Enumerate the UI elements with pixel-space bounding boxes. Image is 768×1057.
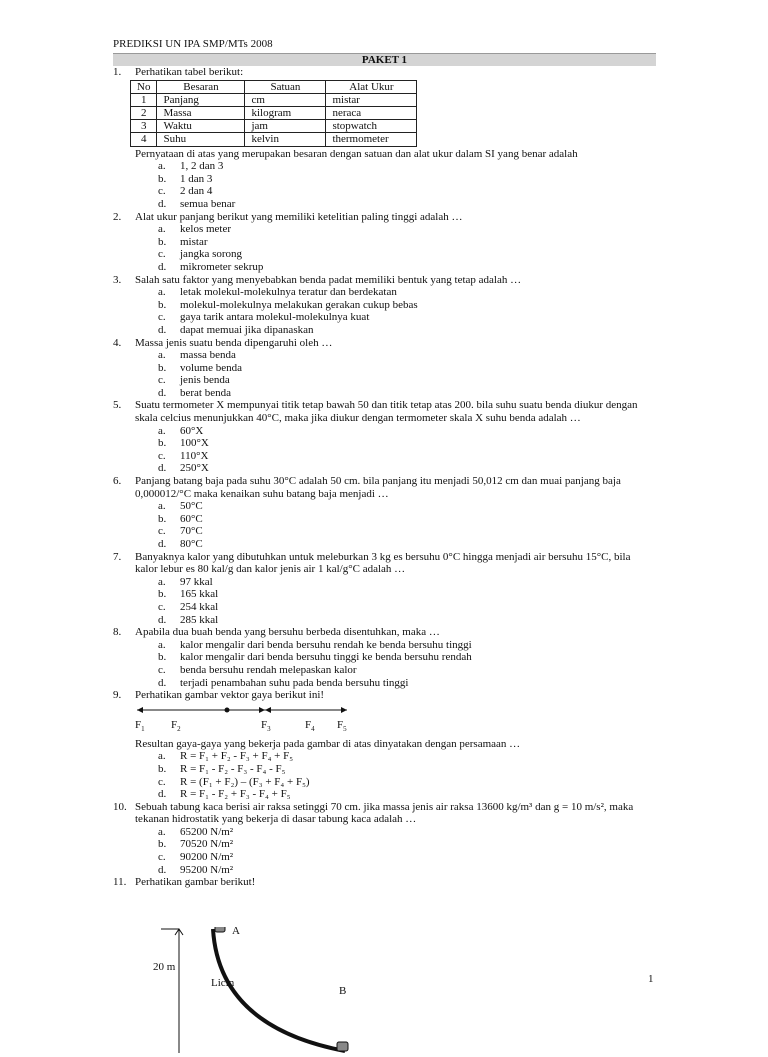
- option-text: jenis benda: [180, 374, 230, 387]
- question-11: [0, 876, 768, 1057]
- answer-option[interactable]: [0, 261, 768, 274]
- vector-label: $F_4$: [305, 718, 315, 733]
- option-text: kelos meter: [180, 223, 232, 236]
- question-6: [0, 475, 768, 551]
- vector-label: $F_3$: [261, 718, 271, 733]
- table-cell: stopwatch: [326, 120, 417, 133]
- option-letter: c.: [158, 851, 166, 864]
- table-row: [131, 107, 417, 120]
- table-cell: Panjang: [157, 93, 245, 106]
- question-3: [0, 274, 768, 337]
- document-header: PREDIKSI UN IPA SMP/MTs 2008: [113, 38, 273, 50]
- option-letter: a.: [158, 638, 166, 651]
- option-text: 250°X: [180, 462, 209, 475]
- vector-label: $F_5$: [337, 718, 347, 733]
- option-letter: d.: [158, 260, 167, 273]
- option-text: 97 kkal: [180, 575, 213, 588]
- table-cell: thermometer: [326, 133, 417, 146]
- answer-option[interactable]: [0, 387, 768, 400]
- table-cell: kelvin: [245, 133, 326, 146]
- question-1: [0, 66, 768, 211]
- option-text: 2 dan 4: [180, 185, 213, 198]
- option-letter: d.: [158, 197, 167, 210]
- answer-option[interactable]: [0, 349, 768, 362]
- table-cell: mistar: [326, 93, 417, 106]
- label-b: B: [339, 984, 347, 997]
- answer-options: [0, 349, 768, 399]
- page-number: 1: [648, 973, 654, 985]
- answer-option[interactable]: [0, 538, 768, 551]
- option-letter: c.: [158, 248, 166, 261]
- answer-option[interactable]: [0, 425, 768, 438]
- option-letter: c.: [158, 525, 166, 538]
- option-letter: a.: [158, 424, 166, 437]
- vector-label: $F_2$: [171, 718, 181, 733]
- option-text: 165 kkal: [180, 588, 219, 601]
- option-letter: b.: [158, 437, 167, 450]
- table-cell: Suhu: [157, 133, 245, 146]
- slope-figure: [135, 924, 385, 1057]
- option-text: R = (F₁ + F₂) – (F₃ + F₄ + F₅): [180, 775, 310, 788]
- answer-option[interactable]: [0, 838, 768, 851]
- answer-option[interactable]: [0, 462, 768, 475]
- option-letter: a.: [158, 575, 166, 588]
- option-letter: a.: [158, 825, 166, 838]
- question-statement: Resultan gaya-gaya yang bekerja pada gambar di atas dinyatakan dengan persamaan …: [135, 737, 521, 750]
- option-text: R = F₁ - F₂ - F₃ - F₄ - F₅: [180, 762, 286, 775]
- vector-label: $F_1$: [135, 718, 145, 733]
- object-b: [337, 1042, 348, 1051]
- answer-option[interactable]: [0, 286, 768, 299]
- option-letter: b.: [158, 298, 167, 311]
- answer-options: [0, 500, 768, 550]
- question-number: 5.: [113, 399, 122, 412]
- option-text: 285 kkal: [180, 613, 219, 626]
- option-letter: c.: [158, 600, 166, 613]
- answer-option[interactable]: [0, 450, 768, 463]
- table-header: Besaran: [157, 80, 245, 93]
- option-text: 110°X: [180, 449, 209, 462]
- answer-options: [0, 826, 768, 876]
- answer-option[interactable]: [0, 788, 768, 801]
- option-text: dapat memuai jika dipanaskan: [180, 323, 314, 336]
- question-4: [0, 337, 768, 400]
- answer-option[interactable]: [0, 776, 768, 789]
- answer-option[interactable]: [0, 601, 768, 614]
- answer-option[interactable]: [0, 576, 768, 589]
- option-letter: a.: [158, 500, 166, 513]
- option-text: 90200 N/m²: [180, 851, 234, 864]
- question-number: 3.: [113, 273, 122, 286]
- option-text: semua benar: [180, 197, 236, 210]
- answer-option[interactable]: [0, 826, 768, 839]
- option-text: berat benda: [180, 386, 231, 399]
- option-letter: c.: [158, 663, 166, 676]
- option-letter: d.: [158, 386, 167, 399]
- option-text: gaya tarik antara molekul-molekulnya kuat: [180, 311, 370, 324]
- answer-option[interactable]: [0, 248, 768, 261]
- question-text: Banyaknya kalor yang dibutuhkan untuk meleburkan 3 kg es bersuhu 0°C hingga menjadi air bersuhu 15°C, bila kalor lebur es 80 kal/g dan kalor jenis air 1 kal/g°C adalah …: [135, 550, 631, 576]
- option-letter: b.: [158, 588, 167, 601]
- option-letter: c.: [158, 311, 166, 324]
- option-text: benda bersuhu rendah melepaskan kalor: [180, 663, 357, 676]
- answer-options: [0, 750, 768, 800]
- option-text: jangka sorong: [180, 248, 243, 261]
- option-text: volume benda: [180, 361, 243, 374]
- option-text: mikrometer sekrup: [180, 260, 264, 273]
- option-letter: b.: [158, 838, 167, 851]
- answer-option[interactable]: [0, 750, 768, 763]
- option-letter: b.: [158, 512, 167, 525]
- option-letter: a.: [158, 349, 166, 362]
- question-9: [0, 689, 768, 801]
- answer-option[interactable]: [0, 588, 768, 601]
- table-row: [131, 120, 417, 133]
- option-letter: a.: [158, 160, 166, 173]
- answer-option[interactable]: [0, 437, 768, 450]
- answer-option[interactable]: [0, 185, 768, 198]
- option-letter: c.: [158, 185, 166, 198]
- answer-option[interactable]: [0, 198, 768, 211]
- question-number: 4.: [113, 336, 122, 349]
- answer-option[interactable]: [0, 299, 768, 312]
- option-letter: d.: [158, 863, 167, 876]
- answer-option[interactable]: [0, 864, 768, 877]
- answer-options: [0, 286, 768, 336]
- question-2: [0, 211, 768, 274]
- answer-option[interactable]: [0, 664, 768, 677]
- table-cell: cm: [245, 93, 326, 106]
- question-5: [0, 399, 768, 475]
- option-letter: d.: [158, 676, 167, 689]
- answer-option[interactable]: [0, 160, 768, 173]
- option-letter: d.: [158, 323, 167, 336]
- question-list: [0, 66, 768, 1057]
- paket-title: PAKET 1: [113, 53, 656, 66]
- vector-diagram: [135, 702, 355, 738]
- vector-origin-point: [225, 707, 230, 712]
- vector-f4-arrow-head: [265, 707, 271, 713]
- vector-lines: [135, 702, 355, 718]
- option-text: terjadi penambahan suhu pada benda bersuhu tinggi: [180, 676, 409, 689]
- question-number: 8.: [113, 626, 122, 639]
- option-letter: b.: [158, 762, 167, 775]
- height-label: 20 m: [153, 960, 176, 973]
- answer-option[interactable]: [0, 525, 768, 538]
- option-text: 50°C: [180, 500, 203, 513]
- table-row: [131, 133, 417, 146]
- option-letter: c.: [158, 449, 166, 462]
- slope-diagram: [135, 924, 385, 1057]
- vector-f5-arrow-head: [341, 707, 347, 713]
- table-header: No: [131, 80, 157, 93]
- option-text: 60°X: [180, 424, 204, 437]
- question-text: Perhatikan gambar vektor gaya berikut ini!: [135, 689, 325, 702]
- option-text: R = F₁ + F₂ - F₃ + F₄ + F₅: [180, 750, 294, 763]
- table-cell: neraca: [326, 107, 417, 120]
- answer-options: [0, 639, 768, 689]
- option-letter: d.: [158, 788, 167, 801]
- question-text: Perhatikan tabel berikut:: [135, 66, 244, 78]
- answer-option[interactable]: [0, 324, 768, 337]
- option-text: massa benda: [180, 349, 236, 362]
- question-text: Massa jenis suatu benda dipengaruhi oleh …: [135, 336, 333, 349]
- option-text: 254 kkal: [180, 600, 219, 613]
- table-header: Alat Ukur: [326, 80, 417, 93]
- question-text: Sebuah tabung kaca berisi air raksa setinggi 70 cm. jika massa jenis air raksa 13600 kg/m³ dan g = 10 m/s², maka tekanan hidrostatik yang bekerja di dasar tabung kaca adalah …: [135, 800, 634, 826]
- question-text: Suatu termometer X mempunyai titik tetap bawah 50 dan titik tetap atas 200. bila suhu suatu benda diukur dengan skala celcius menunjukkan 40°C, maka jika diukur dengan termometer skala X suhu benda adalah …: [135, 399, 638, 425]
- answer-option[interactable]: [0, 362, 768, 375]
- answer-option[interactable]: [0, 651, 768, 664]
- option-text: 100°X: [180, 437, 209, 450]
- option-text: 80°C: [180, 538, 203, 551]
- table-cell: 4: [131, 133, 157, 146]
- vector-f3-arrow-head: [259, 707, 265, 713]
- answer-options: [0, 576, 768, 626]
- slope-curve: [213, 929, 345, 1051]
- answer-option[interactable]: [0, 173, 768, 186]
- question-statement: Pernyataan di atas yang merupakan besaran dengan satuan dan alat ukur dalam SI yang benar adalah: [135, 147, 578, 160]
- question-10: [0, 801, 768, 877]
- option-text: mistar: [180, 235, 208, 248]
- answer-option[interactable]: [0, 677, 768, 690]
- option-text: 65200 N/m²: [180, 825, 234, 838]
- data-table: [130, 80, 417, 147]
- answer-option[interactable]: [0, 311, 768, 324]
- option-letter: a.: [158, 750, 166, 763]
- option-text: 70°C: [180, 525, 203, 538]
- option-text: 70520 N/m²: [180, 838, 234, 851]
- option-letter: d.: [158, 613, 167, 626]
- option-text: 1 dan 3: [180, 172, 213, 185]
- option-text: kalor mengalir dari benda bersuhu rendah ke benda bersuhu tinggi: [180, 638, 472, 651]
- answer-option[interactable]: [0, 851, 768, 864]
- question-text: Alat ukur panjang berikut yang memiliki ketelitian paling tinggi adalah …: [135, 210, 463, 223]
- option-letter: a.: [158, 223, 166, 236]
- answer-option[interactable]: [0, 223, 768, 236]
- question-number: 7.: [113, 550, 122, 563]
- option-text: R = F₁ - F₂ + F₃ - F₄ + F₅: [180, 788, 291, 801]
- option-letter: a.: [158, 286, 166, 299]
- option-letter: b.: [158, 235, 167, 248]
- surface-label: Licin: [211, 976, 235, 989]
- option-letter: b.: [158, 651, 167, 664]
- option-letter: d.: [158, 538, 167, 551]
- answer-option[interactable]: [0, 614, 768, 627]
- question-text: Perhatikan gambar berikut!: [135, 876, 256, 889]
- table-cell: Waktu: [157, 120, 245, 133]
- vector-f1-arrow-head: [137, 707, 143, 713]
- option-text: kalor mengalir dari benda bersuhu tinggi ke benda bersuhu rendah: [180, 651, 472, 664]
- table-header: Satuan: [245, 80, 326, 93]
- question-number: 1.: [113, 66, 122, 78]
- answer-option[interactable]: [0, 639, 768, 652]
- question-number: 11.: [113, 876, 127, 889]
- option-text: 1, 2 dan 3: [180, 160, 224, 173]
- option-letter: b.: [158, 361, 167, 374]
- question-8: [0, 626, 768, 689]
- question-text: Apabila dua buah benda yang bersuhu berbeda disentuhkan, maka …: [135, 626, 440, 639]
- question-number: 6.: [113, 475, 122, 488]
- answer-option[interactable]: [0, 763, 768, 776]
- table-cell: 3: [131, 120, 157, 133]
- table-cell: Massa: [157, 107, 245, 120]
- object-a: [215, 927, 225, 932]
- option-letter: c.: [158, 775, 166, 788]
- option-text: letak molekul-molekulnya teratur dan berdekatan: [180, 286, 397, 299]
- table-cell: jam: [245, 120, 326, 133]
- table-cell: 1: [131, 93, 157, 106]
- question-text: Salah satu faktor yang menyebabkan benda padat memiliki bentuk yang tetap adalah …: [135, 273, 522, 286]
- answer-option[interactable]: [0, 500, 768, 513]
- option-letter: b.: [158, 172, 167, 185]
- question-number: 2.: [113, 210, 122, 223]
- question-number: 10.: [113, 800, 127, 813]
- answer-option[interactable]: [0, 513, 768, 526]
- option-text: 60°C: [180, 512, 203, 525]
- option-text: 95200 N/m²: [180, 863, 234, 876]
- table-cell: 2: [131, 107, 157, 120]
- table-row: [131, 93, 417, 106]
- option-letter: d.: [158, 462, 167, 475]
- answer-option[interactable]: [0, 236, 768, 249]
- label-a: A: [232, 924, 240, 937]
- answer-options: [0, 160, 768, 210]
- answer-options: [0, 425, 768, 475]
- answer-option[interactable]: [0, 374, 768, 387]
- option-letter: c.: [158, 374, 166, 387]
- option-text: molekul-molekulnya melakukan gerakan cukup bebas: [180, 298, 418, 311]
- question-text: Panjang batang baja pada suhu 30°C adalah 50 cm. bila panjang itu menjadi 50,012 cm dan muai panjang baja 0,000012/°C maka kenaikan suhu batang baja menjadi …: [135, 475, 621, 500]
- answer-options: [0, 223, 768, 273]
- question-number: 9.: [113, 689, 122, 702]
- table-cell: kilogram: [245, 107, 326, 120]
- question-7: [0, 551, 768, 627]
